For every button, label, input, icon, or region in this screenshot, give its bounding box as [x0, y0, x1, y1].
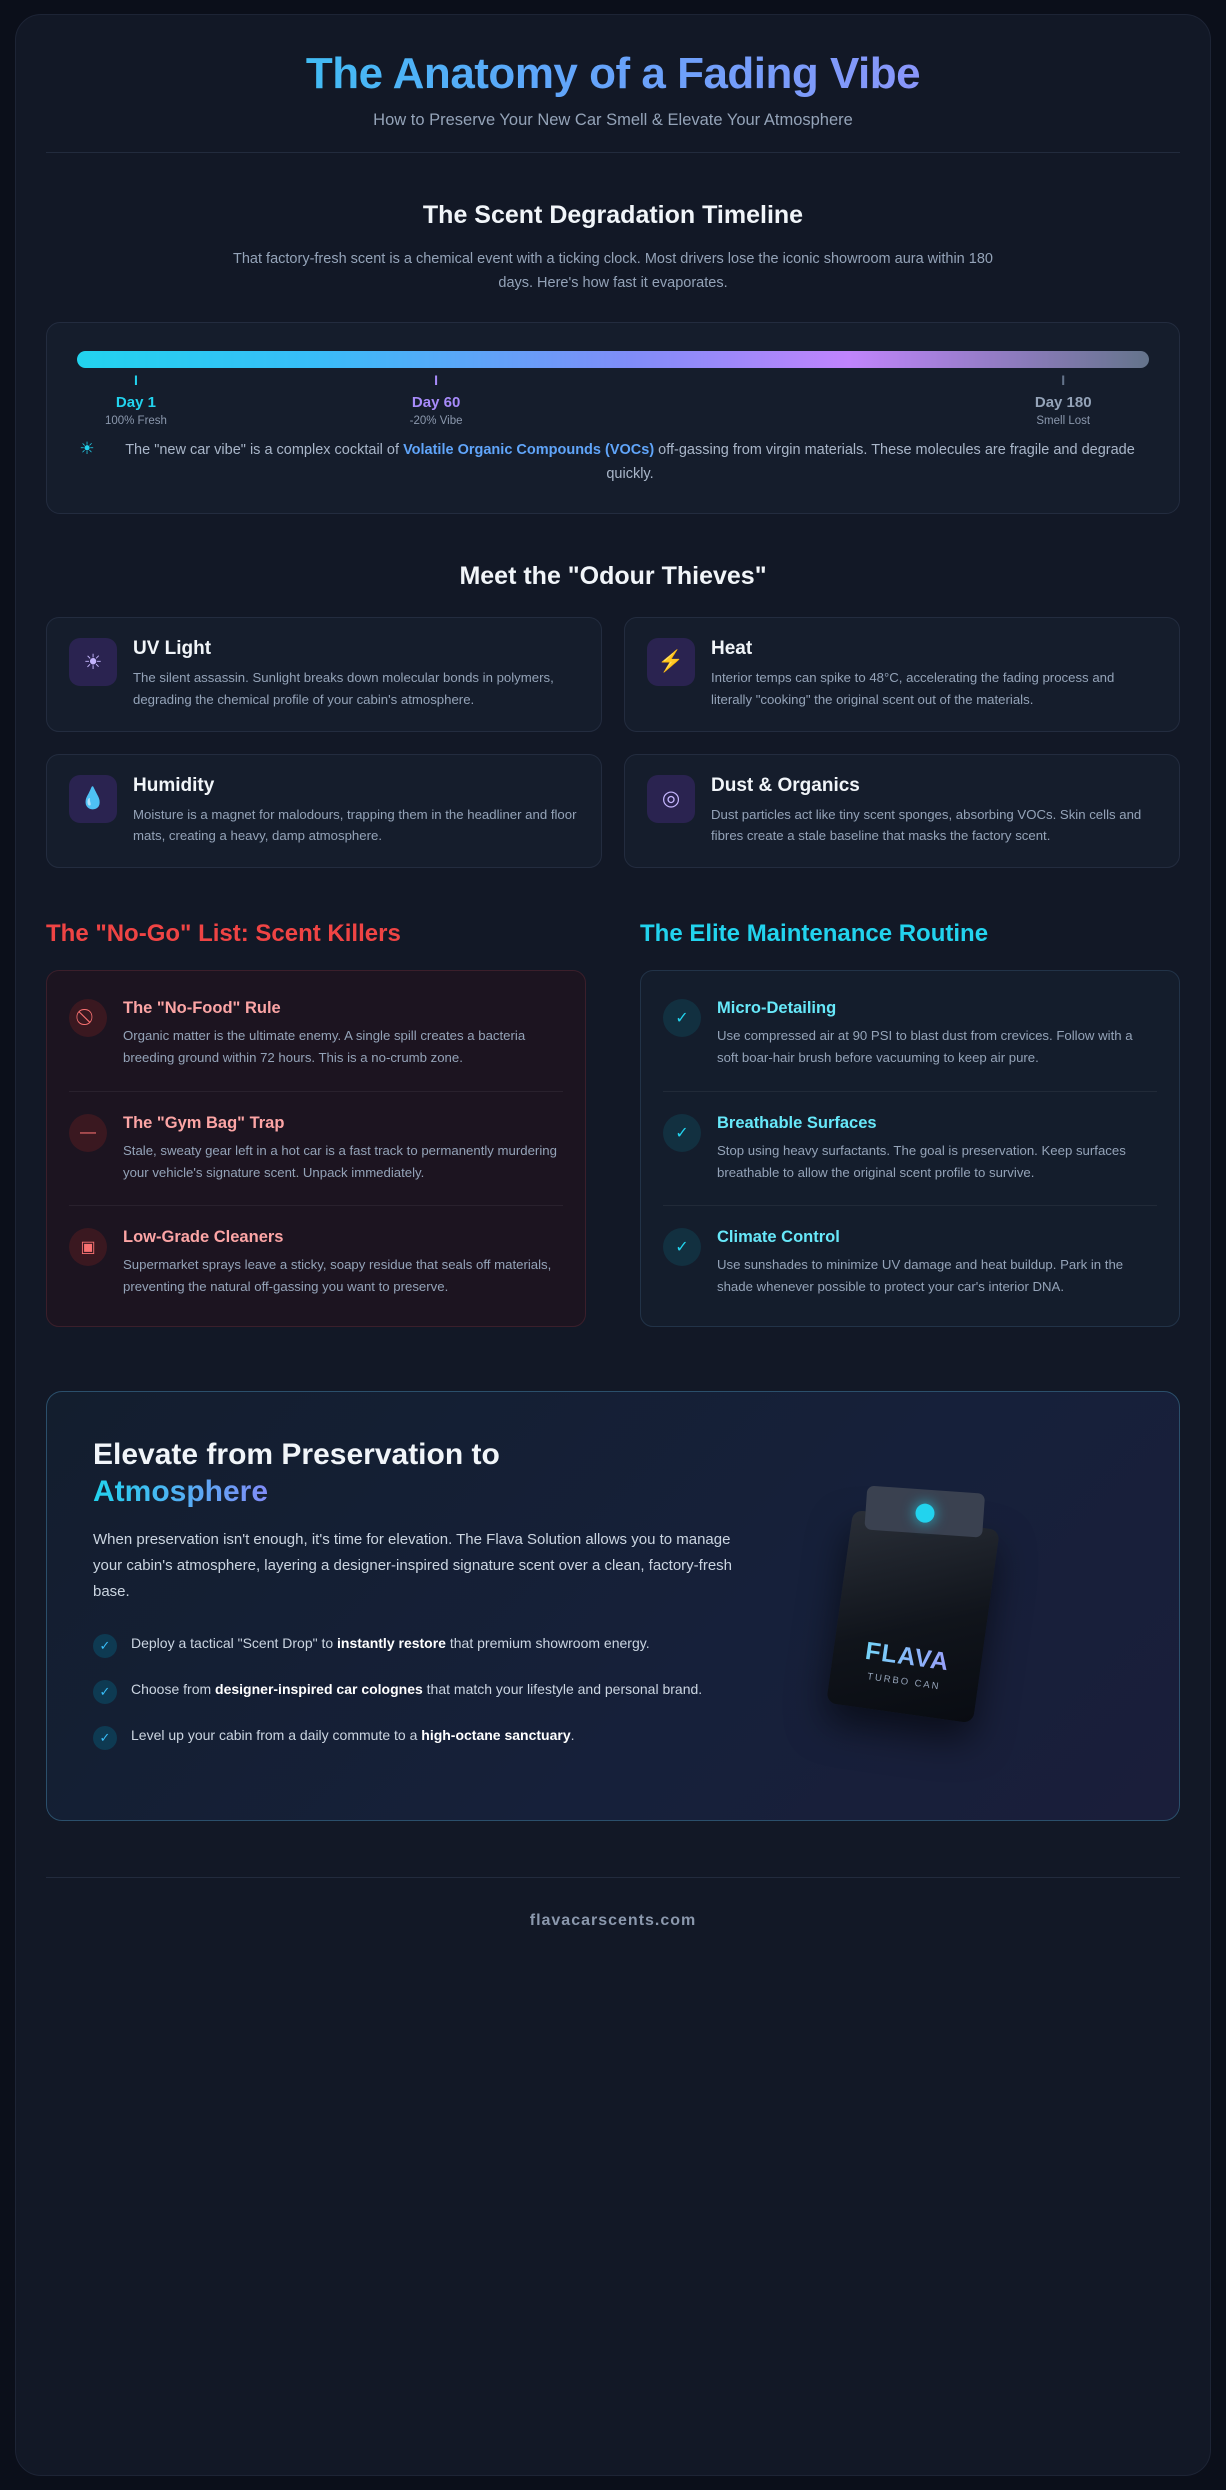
page-header — [46, 15, 1180, 153]
thief-title: Dust & Organics — [711, 774, 860, 796]
cta-content — [93, 1436, 733, 1770]
sun-icon: ☀ — [79, 438, 95, 458]
product-brand: FLAVA — [832, 1633, 983, 1682]
list-item-text: Use sunshades to minimize UV damage and heat buildup. Park in the shade whenever possible to protect your car's interior DNA. — [717, 1257, 1124, 1295]
thief-text: The silent assassin. Sunlight breaks down molecular bonds in polymers, degrading the chemical profile of your cabin's atmosphere. — [133, 670, 554, 707]
lists-section — [46, 920, 1180, 1327]
spray-icon: ▣ — [69, 1228, 107, 1266]
check-icon: ✓ — [93, 1680, 117, 1704]
page-title: The Anatomy of a Fading Vibe — [46, 49, 1180, 99]
list-item — [69, 977, 563, 1092]
check-icon: ✓ — [93, 1726, 117, 1750]
list-item-title: Breathable Surfaces — [717, 1113, 877, 1132]
elite-column — [640, 920, 1180, 1327]
page-subtitle: How to Preserve Your New Car Smell & Elevate Your Atmosphere — [373, 111, 853, 129]
thief-title: Heat — [711, 638, 753, 660]
footer[interactable]: flavacarscents.com — [46, 1877, 1180, 1966]
tick-sublabel: 100% Fresh — [104, 414, 167, 427]
timeline-tick — [410, 372, 463, 427]
tick-mark: I — [134, 371, 138, 388]
timeline-tick — [105, 372, 167, 427]
tick-label: Day 180 — [1034, 393, 1092, 411]
nogo-panel — [46, 970, 586, 1327]
bullet-bold: designer-inspired car colognes — [215, 1680, 423, 1697]
nogo-column — [46, 920, 586, 1327]
ban-icon — [69, 999, 107, 1037]
tick-mark: I — [1061, 371, 1066, 388]
list-item-title: The "No-Food" Rule — [123, 999, 281, 1018]
list-item — [663, 1092, 1157, 1207]
cta-section — [46, 1391, 1180, 1821]
list-item-text: Stop using heavy surfactants. The goal is preservation. Keep surfaces breathable to allow the original scent profile to survive. — [717, 1142, 1126, 1180]
bullet-bold: instantly restore — [337, 1634, 446, 1651]
cta-bullet — [93, 1678, 733, 1704]
droplet-icon: 💧 — [69, 775, 117, 823]
bullet-pre: Level up your cabin from a daily commute to a — [131, 1726, 422, 1743]
sun-icon: ☀ — [69, 638, 117, 686]
thief-card — [46, 754, 602, 869]
minus-icon: — — [69, 1114, 107, 1152]
timeline-ticks — [77, 372, 1149, 444]
cta-title-accent: Atmosphere — [93, 1475, 269, 1509]
list-item-title: Climate Control — [717, 1228, 840, 1247]
cta-bullet — [93, 1724, 733, 1750]
check-icon: ✓ — [663, 999, 701, 1037]
tick-label: Day 1 — [115, 393, 156, 411]
product-can — [826, 1510, 1000, 1724]
thief-title: Humidity — [133, 774, 215, 796]
bullet-pre: Deploy a tactical "Scent Drop" to — [131, 1634, 338, 1651]
product-image — [763, 1436, 1063, 1770]
thief-card — [624, 754, 1180, 869]
timeline-card — [46, 322, 1180, 514]
list-item-text: Supermarket sprays leave a sticky, soapy residue that seals off materials, preventing the natural off-gassing you want to preserve. — [123, 1257, 552, 1295]
elite-panel — [640, 970, 1180, 1327]
thief-text: Moisture is a magnet for malodours, trapping them in the headliner and floor mats, creating a heavy, damp atmosphere. — [133, 806, 577, 844]
cta-paragraph: When preservation isn't enough, it's time for elevation. The Flava Solution allows you to manage your cabin's atmosphere, layering a designer-inspired signature scent over a clean, factory-fresh base. — [93, 1530, 733, 1601]
bullet-pre: Choose from — [131, 1680, 216, 1697]
list-item-text: Stale, sweaty gear left in a hot car is a fast track to permanently murdering your vehicle's signature scent. Unpack immediately. — [123, 1142, 557, 1180]
list-item-text: Organic matter is the ultimate enemy. A single spill creates a bacteria breeding ground within 72 hours. This is a no-crumb zone. — [123, 1028, 526, 1066]
infographic-page — [15, 14, 1211, 2476]
list-item — [69, 1206, 563, 1320]
tick-sublabel: Smell Lost — [1036, 414, 1091, 427]
tick-sublabel: -20% Vibe — [409, 414, 463, 427]
list-item — [663, 1206, 1157, 1320]
check-icon: ✓ — [663, 1114, 701, 1152]
list-item-title: Low-Grade Cleaners — [123, 1228, 284, 1247]
cta-title — [93, 1436, 733, 1511]
list-item-title: Micro-Detailing — [717, 999, 837, 1018]
thief-text: Interior temps can spike to 48°C, accelerating the fading process and literally "cooking" the original scent out of the materials. — [711, 670, 1115, 707]
cta-bullet-text — [131, 1632, 650, 1654]
cta-title-line1: Elevate from Preservation to — [93, 1437, 500, 1471]
note-pre: The "new car vibe" is a complex cocktail of — [125, 441, 404, 458]
tick-mark: I — [434, 371, 439, 388]
thief-card — [624, 617, 1180, 732]
cta-bullets — [93, 1632, 733, 1750]
thief-title: UV Light — [133, 638, 212, 660]
nogo-heading: The "No-Go" List: Scent Killers — [46, 920, 401, 948]
bullet-post: . — [570, 1726, 575, 1743]
timeline-heading: The Scent Degradation Timeline — [422, 201, 804, 229]
check-icon: ✓ — [663, 1228, 701, 1266]
timeline-note-text — [111, 438, 1149, 487]
list-item-text: Use compressed air at 90 PSI to blast dust from crevices. Follow with a soft boar-hair brush before vacuuming to keep air pure. — [717, 1028, 1133, 1066]
timeline-description: That factory-fresh scent is a chemical event with a ticking clock. Most drivers lose the iconic showroom aura within 180 days. Here's how fast it evaporates. — [233, 251, 993, 291]
list-item — [69, 1092, 563, 1207]
elite-heading: The Elite Maintenance Routine — [640, 920, 989, 948]
bullet-post: that match your lifestyle and personal brand. — [422, 1680, 703, 1697]
product-subtitle: TURBO CAN — [866, 1671, 942, 1693]
list-item-title: The "Gym Bag" Trap — [123, 1113, 285, 1132]
bullet-bold: high-octane sanctuary — [421, 1726, 571, 1743]
tick-label: Day 60 — [411, 393, 461, 411]
cta-bullet — [93, 1632, 733, 1658]
cta-bullet-text — [131, 1678, 702, 1700]
note-bold: Volatile Organic Compounds (VOCs) — [403, 441, 655, 458]
thieves-grid — [46, 617, 1180, 868]
thief-card — [46, 617, 602, 732]
thieves-heading: Meet the "Odour Thieves" — [459, 562, 767, 591]
list-item — [663, 977, 1157, 1092]
particles-icon: ◎ — [647, 775, 695, 823]
degradation-bar — [77, 351, 1149, 368]
check-icon: ✓ — [93, 1634, 117, 1658]
bullet-post: that premium showroom energy. — [445, 1634, 650, 1651]
bolt-icon: ⚡ — [647, 638, 695, 686]
note-post: off-gassing from virgin materials. These molecules are fragile and degrade quickly. — [606, 441, 1135, 483]
thief-text: Dust particles act like tiny scent sponges, absorbing VOCs. Skin cells and fibres create a stale baseline that masks the factory scent. — [711, 806, 1142, 844]
cta-bullet-text — [131, 1724, 575, 1746]
timeline-note — [77, 438, 1149, 487]
timeline-tick — [1035, 372, 1092, 427]
